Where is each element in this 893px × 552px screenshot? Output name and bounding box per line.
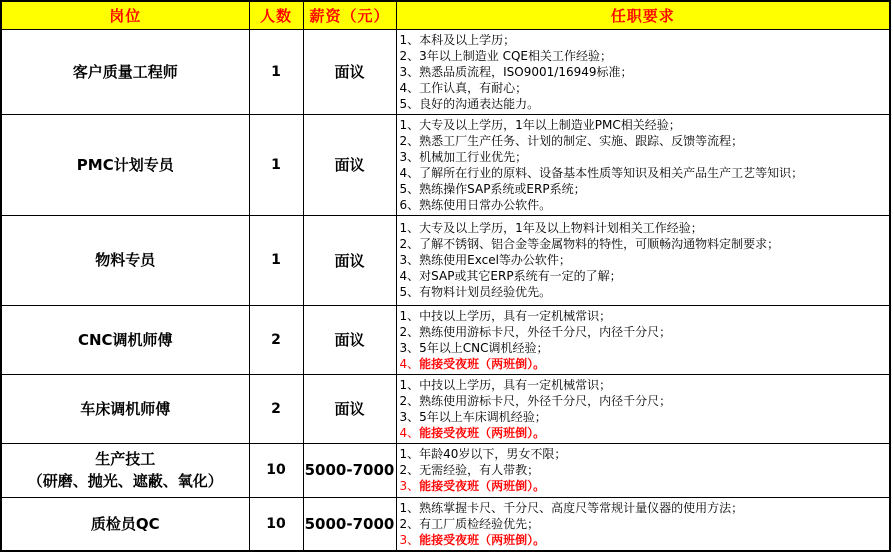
requirement-line <box>400 236 886 252</box>
requirement-text: 有工厂质检经验优先； <box>419 516 540 531</box>
requirement-number: 1、 <box>399 221 420 235</box>
requirement-number: 5、 <box>399 181 420 196</box>
requirement-number: 2、 <box>399 393 420 408</box>
position-line: 车床调机师傅 <box>80 399 171 418</box>
position-cell <box>1 374 249 443</box>
requirement-line <box>400 340 886 356</box>
requirement-text: 年龄40岁以下，男女不限； <box>419 447 567 461</box>
requirement-number: 4、 <box>399 165 420 180</box>
requirement-line <box>400 133 886 149</box>
requirement-number: 2、 <box>399 133 420 148</box>
column-header-salary: 薪资（元） <box>303 1 396 29</box>
position-line: 客户质量工程师 <box>72 62 178 81</box>
requirement-number: 2、 <box>399 324 420 339</box>
requirement-line <box>400 393 886 409</box>
requirements-cell <box>396 443 890 497</box>
headcount-cell: 2 <box>249 374 303 443</box>
headcount-cell: 10 <box>249 497 303 551</box>
requirement-text: 机械加工行业优先； <box>419 149 528 164</box>
headcount-cell: 1 <box>249 215 303 305</box>
position-cell <box>1 305 249 374</box>
requirement-number: 4、 <box>399 80 420 95</box>
requirement-text: 本科及以上学历； <box>419 32 516 47</box>
requirement-text: 能接受夜班（两班倒）。 <box>419 425 546 440</box>
requirement-text: 良好的沟通表达能力。 <box>419 96 540 111</box>
requirement-line <box>400 220 886 236</box>
position-line: PMC计划专员 <box>76 155 174 174</box>
requirement-text: 熟悉品质流程，ISO9001/16949标准； <box>419 64 633 79</box>
requirement-number: 4、 <box>399 356 420 371</box>
requirement-text: 有物料计划员经验优先。 <box>419 285 552 299</box>
requirement-text: 能接受夜班（两班倒）。 <box>419 356 546 371</box>
requirement-text: 能接受夜班（两班倒）。 <box>419 479 546 493</box>
salary-cell: 5000-7000 <box>303 443 396 497</box>
requirement-text: 对SAP或其它ERP系统有一定的了解； <box>419 269 622 283</box>
requirement-text: 熟练使用日常办公软件。 <box>419 197 552 212</box>
requirement-line <box>400 425 886 441</box>
requirement-line <box>400 252 886 268</box>
table-row <box>1 374 890 443</box>
column-header-requirements: 任职要求 <box>396 1 890 29</box>
requirement-number: 3、 <box>399 340 420 355</box>
requirement-line <box>400 462 886 478</box>
requirement-text: 大专及以上学历，1年及以上物料计划相关工作经验； <box>419 221 703 235</box>
requirement-line <box>400 516 886 532</box>
requirement-line <box>400 149 886 165</box>
requirement-number: 1、 <box>399 32 420 47</box>
requirement-line <box>400 96 886 112</box>
position-cell <box>1 497 249 551</box>
requirement-number: 5、 <box>399 285 420 299</box>
requirement-text: 了解所在行业的原料、设备基本性质等知识及相关产品生产工艺等知识； <box>419 165 804 180</box>
salary-cell: 面议 <box>303 305 396 374</box>
requirement-text: 中技以上学历，具有一定机械常识； <box>419 308 612 323</box>
requirement-line <box>400 48 886 64</box>
position-line: 生产技工 <box>95 450 156 468</box>
requirements-cell <box>396 497 890 551</box>
requirement-line <box>400 532 886 548</box>
requirements-cell <box>396 114 890 215</box>
requirement-line <box>400 80 886 96</box>
requirement-number: 2、 <box>399 463 420 477</box>
table-row <box>1 114 890 215</box>
headcount-cell: 2 <box>249 305 303 374</box>
requirement-number: 4、 <box>399 269 420 283</box>
position-line: CNC调机师傅 <box>77 330 173 349</box>
requirement-number: 3、 <box>399 149 420 164</box>
requirement-text: 5年以上车床调机经验； <box>419 409 547 424</box>
requirement-text: 无需经验，有人带教； <box>419 463 540 477</box>
requirement-text: 熟练使用游标卡尺，外径千分尺，内径千分尺； <box>419 324 672 339</box>
salary-cell: 面议 <box>303 215 396 305</box>
requirements-cell <box>396 374 890 443</box>
requirement-number: 6、 <box>399 197 420 212</box>
requirement-text: 熟练掌握卡尺、千分尺、高度尺等常规计量仪器的使用方法； <box>419 500 744 515</box>
requirement-text: 熟练使用游标卡尺，外径千分尺，内径千分尺； <box>419 393 672 408</box>
requirement-line <box>400 32 886 48</box>
requirement-line <box>400 117 886 133</box>
headcount-cell: 10 <box>249 443 303 497</box>
table-row <box>1 443 890 497</box>
table-body <box>1 29 890 551</box>
requirement-line <box>400 284 886 300</box>
requirement-line <box>400 197 886 213</box>
requirement-number: 3、 <box>399 409 420 424</box>
salary-cell: 面议 <box>303 374 396 443</box>
requirement-number: 2、 <box>399 516 420 531</box>
requirement-text: 工作认真，有耐心； <box>419 80 528 95</box>
position-cell <box>1 29 249 114</box>
table-row <box>1 497 890 551</box>
requirement-number: 2、 <box>399 48 420 63</box>
requirement-text: 能接受夜班（两班倒）。 <box>419 532 546 547</box>
position-cell <box>1 443 249 497</box>
column-header-headcount: 人数 <box>249 1 303 29</box>
requirement-number: 5、 <box>399 96 420 111</box>
requirement-number: 4、 <box>399 425 420 440</box>
requirement-text: 3年以上制造业 CQE相关工作经验； <box>419 48 612 63</box>
table-header <box>1 1 890 29</box>
requirement-number: 1、 <box>399 308 420 323</box>
header-row <box>1 1 890 29</box>
requirement-line <box>400 377 886 393</box>
requirement-number: 3、 <box>399 532 420 547</box>
requirement-text: 中技以上学历，具有一定机械常识； <box>419 377 612 392</box>
requirement-text: 熟练使用Excel等办公软件； <box>419 253 571 267</box>
requirement-number: 1、 <box>399 377 420 392</box>
requirements-cell <box>396 305 890 374</box>
requirement-text: 了解不锈钢、铝合金等金属物料的特性，可顺畅沟通物料定制要求； <box>419 237 780 251</box>
position-line: （研磨、抛光、遮蔽、氧化） <box>27 472 223 490</box>
column-header-position: 岗位 <box>1 1 249 29</box>
position-cell <box>1 215 249 305</box>
requirement-text: 大专及以上学历，1年以上制造业PMC相关经验； <box>419 117 681 132</box>
position-cell <box>1 114 249 215</box>
requirement-text: 熟悉工厂生产任务、计划的制定、实施、跟踪、反馈等流程； <box>419 133 744 148</box>
requirement-number: 3、 <box>399 479 420 493</box>
requirements-cell <box>396 215 890 305</box>
table-row <box>1 305 890 374</box>
requirement-line <box>400 356 886 372</box>
requirement-text: 熟练操作SAP系统或ERP系统； <box>419 181 586 196</box>
position-line: 物料专员 <box>95 251 156 269</box>
requirements-cell <box>396 29 890 114</box>
salary-cell: 面议 <box>303 29 396 114</box>
requirement-line <box>400 478 886 494</box>
requirement-line <box>400 324 886 340</box>
requirement-number: 1、 <box>399 117 420 132</box>
requirement-line <box>400 500 886 516</box>
table-row <box>1 215 890 305</box>
table-row <box>1 29 890 114</box>
position-line: 质检员QC <box>90 514 160 533</box>
requirement-line <box>400 308 886 324</box>
requirement-line <box>400 446 886 462</box>
requirement-number: 1、 <box>399 447 420 461</box>
headcount-cell: 1 <box>249 114 303 215</box>
salary-cell: 5000-7000 <box>303 497 396 551</box>
headcount-cell: 1 <box>249 29 303 114</box>
requirement-text: 5年以上CNC调机经验； <box>419 340 549 355</box>
requirement-line <box>400 64 886 80</box>
requirement-number: 1、 <box>399 500 420 515</box>
requirement-line <box>400 409 886 425</box>
salary-cell: 面议 <box>303 114 396 215</box>
requirement-number: 3、 <box>399 64 420 79</box>
requirement-line <box>400 165 886 181</box>
requirement-number: 2、 <box>399 237 420 251</box>
requirement-number: 3、 <box>399 253 420 267</box>
requirement-line <box>400 181 886 197</box>
requirement-line <box>400 268 886 284</box>
